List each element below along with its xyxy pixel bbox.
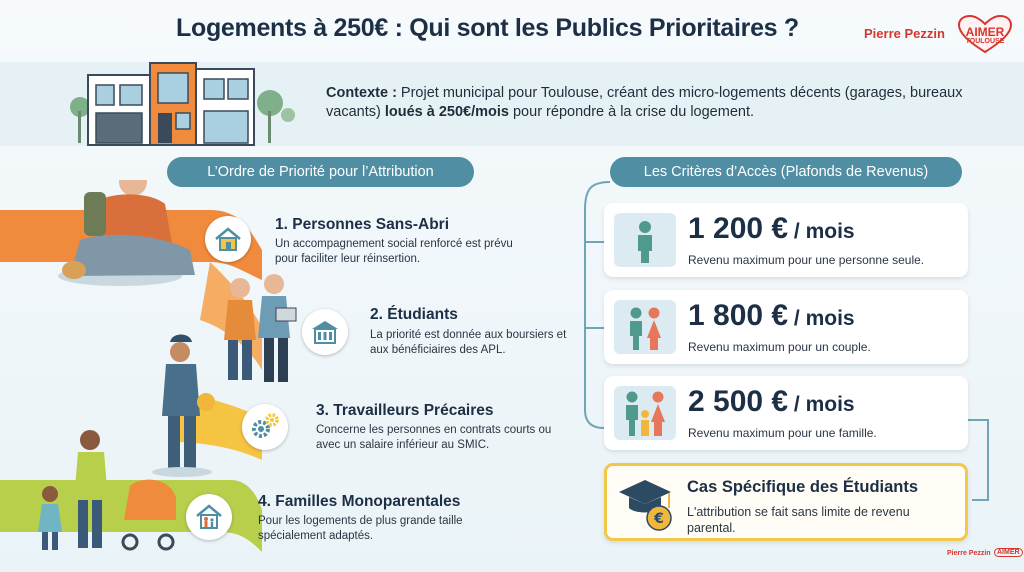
priority-1-description: Un accompagnement social renforcé est prévu pour faciliter leur réinsertion. <box>275 238 513 265</box>
aimer-toulouse-logo <box>956 14 1014 54</box>
income-value-family: 2 500 € <box>688 385 789 418</box>
footer-brand-name: Pierre Pezzin <box>947 550 991 557</box>
page-title: Logements à 250€ : Qui sont les Publics Prioritaires ? <box>176 14 799 42</box>
gears-icon <box>242 404 288 450</box>
couple-icon <box>614 300 676 354</box>
priority-4-title: 4. Familles Monoparentales <box>258 493 461 510</box>
priority-2-description: La priorité est donnée aux boursiers et aux bénéficiaires des APL. <box>370 329 567 356</box>
single-person-icon <box>614 213 676 267</box>
family-icon <box>614 386 676 440</box>
income-description-family: Revenu maximum pour une famille. <box>688 426 877 440</box>
income-description-single: Revenu maximum pour une personne seule. <box>688 253 925 267</box>
priority-heading: L’Ordre de Priorité pour l’Attribution <box>167 157 474 187</box>
priority-3-title: 3. Travailleurs Précaires <box>316 402 494 419</box>
priority-1-title: 1. Personnes Sans-Abri <box>275 216 450 233</box>
income-card-couple <box>604 290 968 364</box>
priority-4-description: Pour les logements de plus grande taille spécialement adaptés. <box>258 515 463 542</box>
income-description-couple: Revenu maximum pour un couple. <box>688 340 871 354</box>
income-value-single: 1 200 € <box>688 212 789 245</box>
context-text <box>326 84 966 122</box>
graduation-cap-icon <box>615 474 679 532</box>
income-amount-couple <box>688 299 855 333</box>
building-illustration <box>66 55 296 147</box>
income-card-family <box>604 376 968 450</box>
house-icon <box>205 216 251 262</box>
brand-name: Pierre Pezzin <box>864 26 945 41</box>
income-unit-couple: / mois <box>788 307 855 330</box>
logo-line-1: AIMER <box>965 25 1005 39</box>
income-amount-single <box>688 212 855 246</box>
context-label: Contexte : <box>326 85 397 101</box>
student-special-title: Cas Spécifique des Étudiants <box>687 478 919 496</box>
priority-2-title: 2. Étudiants <box>370 306 458 323</box>
context-rent-highlight: loués à 250€/mois <box>384 104 509 120</box>
student-special-card <box>604 463 968 541</box>
income-amount-family <box>688 385 855 419</box>
student-special-description: L'attribution se fait sans limite de revenu parental. <box>687 505 910 535</box>
priority-3-description: Concerne les personnes en contrats courts ou avec un salaire inférieur au SMIC. <box>316 424 552 451</box>
context-text-b: pour répondre à la crise du logement. <box>508 104 755 120</box>
income-unit-family: / mois <box>788 393 855 416</box>
income-card-single <box>604 203 968 277</box>
criteria-heading: Les Critères d’Accès (Plafonds de Revenus) <box>610 157 962 187</box>
context-text-a: Projet municipal pour Toulouse, créant des micro-logements décents (garages, bureaux vacants) <box>326 85 963 120</box>
income-unit-single: / mois <box>788 220 855 243</box>
svg-text:€: € <box>654 511 664 527</box>
family-house-icon <box>186 494 232 540</box>
school-icon <box>302 309 348 355</box>
footer-logo: AIMER <box>994 548 1023 557</box>
income-value-couple: 1 800 € <box>688 299 789 332</box>
logo-line-2: TOULOUSE <box>965 38 1005 45</box>
